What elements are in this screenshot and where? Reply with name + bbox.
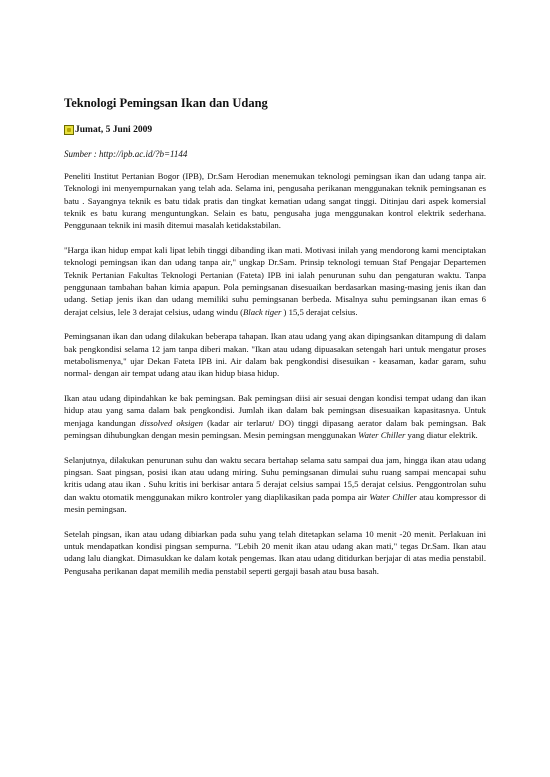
- article-date: Jumat, 5 Juni 2009: [75, 125, 153, 135]
- italic-term: Water Chiller: [358, 430, 406, 441]
- paragraph-text: "Harga ikan hidup empat kali lipat lebih tinggi dibanding ikan mati. Motivasi inilah yang mendorong kami menciptakan teknologi pemingsan ikan dan udang tanpa air," ungkap Dr.Sam. Prinsip teknologi temuan Staf Pengajar Departemen Teknik Pertanian Fakultas Teknologi Pertanian (Fateta) IPB ini ialah penurunan suhu dan pengaturan waktu. Tanpa penggunaan tambahan bahan kimia apapun. Pola pemingsanan disesuaikan berdasarkan masing-masing jenis ikan dan udang. Setiap jenis ikan dan udang memiliki suhu pemingsanan berbeda. Misalnya suhu pemingsanan ikan emas 6 derajat celsius, lele 3 derajat celsius, udang windu (: [64, 245, 486, 317]
- paragraph-text: yang diatur elektrik.: [405, 430, 478, 441]
- calendar-icon: [64, 125, 74, 135]
- italic-term: Water Chiller: [369, 491, 417, 502]
- paragraph-text: atau kompressor di mesin pemingsan.: [64, 491, 486, 515]
- paragraph-text: Setelah pingsan, ikan atau udang dibiarkan pada suhu yang telah ditetapkan selama 10 menit -20 menit. Perlakuan ini untuk mendapatkan kondisi pingsan sempurna. "Lebih 20 menit ikan atau udang akan mati," tegas Dr.Sam. Ikan atau udang lalu diangkat. Dimasukkan ke dalam kotak pengemas. Ikan atau udang ditidurkan berjajar di atas media penstabil. Pengusaha perikanan dapat memilih media penstabil seperti gergaji basah atau busa basah.: [64, 528, 486, 576]
- article-paragraph: [64, 392, 486, 441]
- paragraph-text: Peneliti Institut Pertanian Bogor (IPB), Dr.Sam Herodian menemukan teknologi pemingsan ikan dan udang tanpa air. Teknologi ini menyempurnakan yang telah ada. Selama ini, pengusaha perikanan menggunakan teknik pemingsanan es batu . Sayangnya teknik es batu tidak pratis dan tingkat kematian udang sangat tinggi. Ditinjau dari aspek komersial teknik es batu kurang menguntungkan. Selain es batu, pengusaha juga menggunakan kontrol elektrik sederhana. Penggunaan teknik ini masih ditemui masalah ketidakstabilan.: [64, 171, 486, 231]
- article-paragraph: [64, 170, 486, 232]
- article-title: Teknologi Pemingsan Ikan dan Udang: [64, 96, 268, 110]
- paragraph-text: Pemingsanan ikan dan udang dilakukan beberapa tahapan. Ikan atau udang yang akan dipingsankan ditampung di dalam bak pengkondisi selama 12 jam tanpa diberi makan. "Ikan atau udang dipuasakan setengah hari untuk mengatur proses metabolismenya," ujar Dekan Fateta IPB ini. Air dalam bak pengkondisi disesuikan - keasaman, kadar garam, suhu normal- dengan air tempat udang atau ikan hidup biasa hidup.: [64, 331, 486, 379]
- article-paragraph: [64, 244, 486, 318]
- article-source: Sumber : http://ipb.ac.id/?b=1144: [64, 149, 188, 159]
- paragraph-text: Selanjutnya, dilakukan penurunan suhu dan waktu secara bertahap selama satu sampai dua jam, hingga ikan atau udang pingsan. Saat pingsan, posisi ikan atau udang miring. Suhu pemingsanan dimulai suhu ruang sampai mencapai suhu kritis udang atau ikan . Suhu kritis ini berkisar antara 5 derajat celsius sampai 15,5 derajat celsius. Penggontrolan suhu dan waktu otomatik menggunakan mikro kontroler yang diaplikasikan pada pompa air: [64, 454, 486, 502]
- article: [64, 96, 486, 589]
- paragraph-text: ) 15,5 derajat celsius.: [281, 306, 358, 317]
- paragraph-text: Ikan atau udang dipindahkan ke bak pemingsan. Bak pemingsan diisi air sesuai dengan kondisi tempat udang dan ikan hidup atau yang sama dalam bak pengkondisi. Jumlah ikan dalam bak pemingsan disesuaikan kapasitasnya. Untuk menjaga kandungan: [64, 393, 486, 428]
- paragraph-text: (kadar air terlarut/ DO) tinggi dipasang aerator dalam bak pemingsan. Bak pemingsan dihubungkan dengan mesin pemingsan. Mesin pemingsan menggunakan: [64, 417, 487, 441]
- article-body: [64, 170, 486, 577]
- italic-term: Black tiger: [243, 306, 282, 317]
- article-paragraph: [64, 454, 486, 516]
- italic-term: dissolved oksigen: [139, 417, 203, 428]
- article-paragraph: [64, 528, 486, 577]
- date-line: [64, 123, 486, 137]
- article-paragraph: [64, 330, 486, 379]
